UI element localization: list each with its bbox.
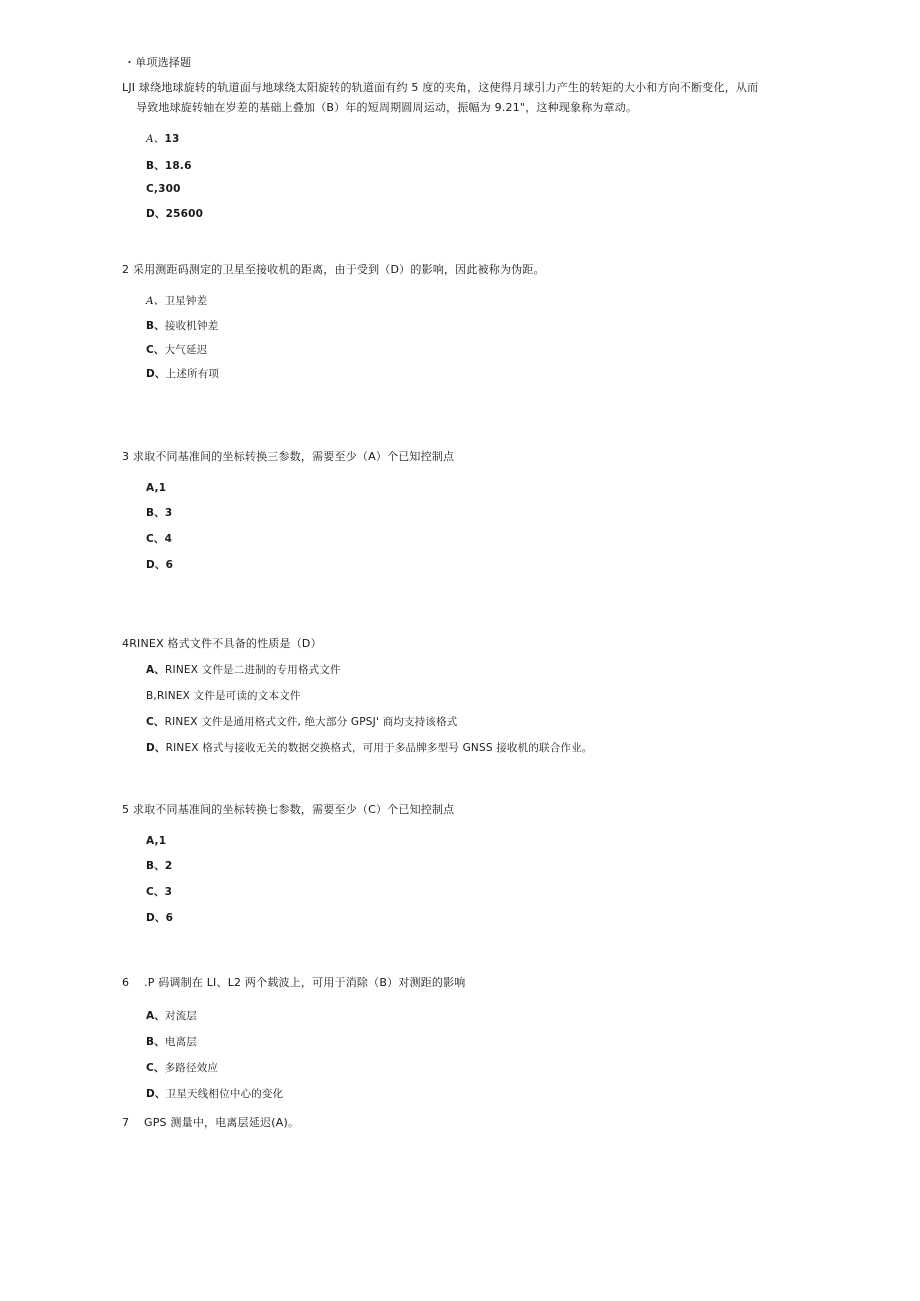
question-3-text: 3 求取不同基准间的坐标转换三参数，需要至少（A）个已知控制点	[122, 450, 455, 463]
option-text: 卫星钟差	[164, 295, 208, 307]
question-6-option-b[interactable]	[146, 1035, 197, 1049]
option-label: C、	[146, 716, 165, 728]
option-label: C、	[146, 1062, 165, 1074]
question-4-text: 4RINEX 格式文件不具备的性质是（D）	[122, 637, 322, 650]
question-4-option-d[interactable]	[146, 741, 593, 755]
option-label: A、	[146, 1010, 166, 1022]
option-text: C,300	[146, 183, 181, 195]
question-1-option-d[interactable]	[146, 207, 203, 221]
option-text: 多路径效应	[164, 1062, 219, 1074]
option-label: D、	[146, 368, 166, 380]
question-5-option-b[interactable]	[146, 859, 172, 873]
question-2-option-a[interactable]	[146, 294, 207, 308]
option-text: 2	[164, 860, 173, 872]
question-2-option-c[interactable]	[146, 343, 207, 357]
option-text: B,RINEX 文件是可读的文本文件	[146, 690, 301, 702]
question-6-option-c[interactable]	[146, 1061, 218, 1075]
question-3-option-a[interactable]	[146, 481, 166, 495]
option-label: A、	[146, 664, 166, 676]
option-label: D、	[146, 742, 166, 754]
option-text: 3	[164, 886, 173, 898]
question-2-option-b[interactable]	[146, 319, 218, 333]
question-1-option-a[interactable]	[146, 132, 180, 146]
option-text: A,1	[146, 482, 167, 494]
question-5-option-d[interactable]	[146, 911, 173, 925]
option-text: 对流层	[165, 1010, 198, 1022]
question-7-text: GPS 测量中，电离层延迟(A)。	[144, 1116, 300, 1129]
question-6-number: 6	[122, 976, 130, 989]
option-text: 3	[164, 507, 173, 519]
option-text: RINEX 格式与接收无关的数据交换格式，可用于多品牌多型号 GNSS 接收机的联合作业。	[165, 742, 593, 754]
option-label: C、	[146, 886, 165, 898]
option-text: 6	[165, 912, 174, 924]
option-label: D、	[146, 912, 166, 924]
option-label: B、	[146, 1036, 165, 1048]
option-text: 卫星天线相位中心的变化	[165, 1088, 284, 1100]
question-6-option-d[interactable]	[146, 1087, 283, 1101]
question-4-option-b[interactable]	[146, 689, 301, 703]
question-5-option-c[interactable]	[146, 885, 172, 899]
question-6-text: .P 码调制在 LI、L2 两个载波上，可用于消除（B）对测距的影响	[144, 976, 466, 989]
option-label: A、	[146, 295, 165, 307]
question-1-option-b[interactable]	[146, 159, 192, 173]
option-text: RINEX 文件是二进制的专用格式文件	[165, 664, 341, 676]
option-text: 大气延迟	[164, 344, 208, 356]
question-4-option-c[interactable]	[146, 715, 458, 729]
option-label: B、	[146, 160, 165, 172]
question-1-text-line2: 导致地球旋转轴在岁差的基础上叠加（B）年的短周期圆周运动，振幅为 9.21"，这种现象称为章动。	[136, 101, 638, 114]
option-text: 18.6	[164, 160, 192, 172]
option-text: RINEX 文件是通用格式文件, 绝大部分 GPSJ' 商均支持该格式	[164, 716, 458, 728]
option-text: 接收机钟差	[164, 320, 219, 332]
question-4-option-a[interactable]	[146, 663, 341, 677]
question-5-option-a[interactable]	[146, 834, 166, 848]
option-text: 4	[164, 533, 173, 545]
question-1-option-c[interactable]	[146, 182, 181, 196]
question-3-option-c[interactable]	[146, 532, 172, 546]
option-label: B、	[146, 320, 165, 332]
question-7-number: 7	[122, 1116, 130, 1129]
question-5-text: 5 求取不同基准间的坐标转换七参数，需要至少（C）个已知控制点	[122, 803, 455, 816]
option-label: A、	[146, 133, 165, 145]
option-label: C、	[146, 344, 165, 356]
section-title: ・单项选择题	[124, 56, 192, 69]
option-label: D、	[146, 1088, 166, 1100]
option-text: 25600	[165, 208, 204, 220]
option-label: B、	[146, 860, 165, 872]
question-3-option-d[interactable]	[146, 558, 173, 572]
question-6-option-a[interactable]	[146, 1009, 197, 1023]
question-2-text: 2 采用测距码测定的卫星至接收机的距离，由于受到（D）的影响，因此被称为伪距。	[122, 263, 545, 276]
option-text: 13	[164, 133, 180, 145]
option-label: D、	[146, 208, 166, 220]
question-1-text-line1: LJI 球绕地球旋转的轨道面与地球绕太阳旋转的轨道面有约 5 度的夹角，这使得月球引力产生的转矩的大小和方向不断变化，从而	[122, 81, 759, 94]
option-label: B、	[146, 507, 165, 519]
option-text: 上述所有项	[165, 368, 220, 380]
option-text: 电离层	[164, 1036, 198, 1048]
option-text: A,1	[146, 835, 167, 847]
option-label: D、	[146, 559, 166, 571]
question-3-option-b[interactable]	[146, 506, 172, 520]
option-label: C、	[146, 533, 165, 545]
option-text: 6	[165, 559, 174, 571]
question-2-option-d[interactable]	[146, 367, 219, 381]
